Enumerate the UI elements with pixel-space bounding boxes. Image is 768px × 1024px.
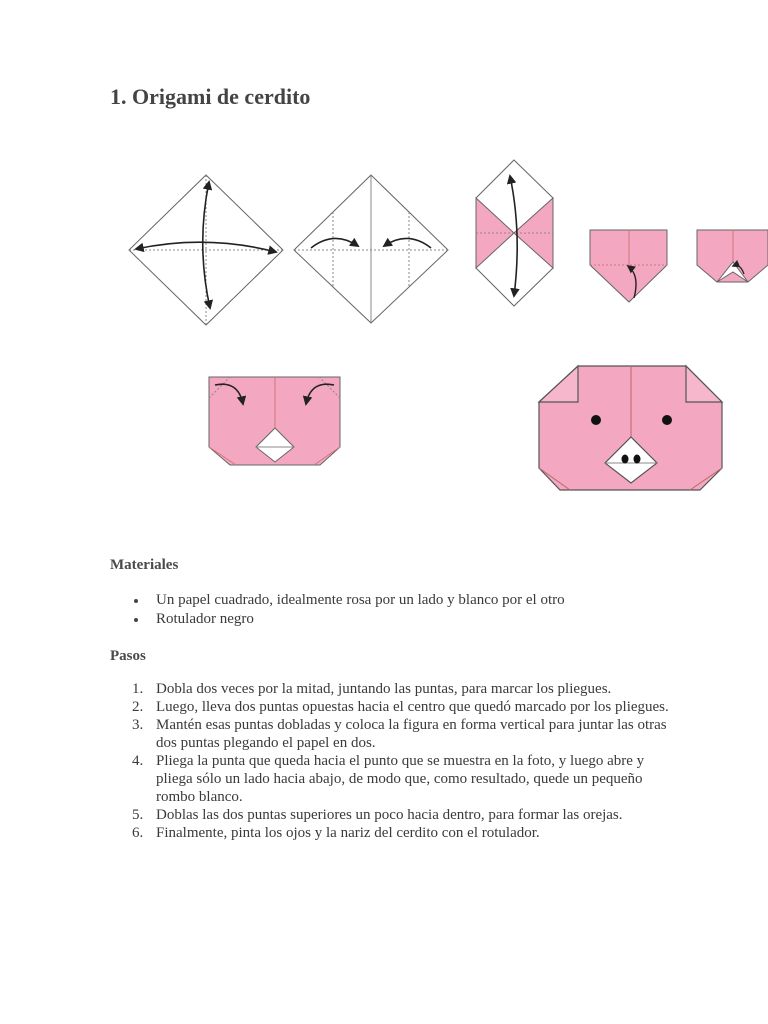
pig-right-eye: [662, 415, 672, 425]
step-text: Dobla dos veces por la mitad, juntando las puntas, para marcar los pliegues.: [156, 681, 612, 697]
step-1-square-diagram: [129, 175, 283, 325]
pig-right-nostril: [634, 455, 641, 464]
step-6-pig-face: [539, 366, 722, 490]
origami-steps-figure: [0, 150, 768, 510]
step-text: Finalmente, pinta los ojos y la nariz del cerdito con el rotulador.: [156, 825, 540, 841]
step-text: Doblas las dos puntas superiores un poco hacia dentro, para formar las orejas.: [156, 807, 623, 823]
step-4a-pentagon-diagram: [590, 230, 667, 302]
step-item-5: [132, 806, 676, 824]
materials-list: [110, 591, 716, 629]
step-item-2: [132, 698, 676, 716]
pig-left-nostril: [622, 455, 629, 464]
step-text: Pliega la punta que queda hacia el punto que se muestra en la foto, y luego abre y pliega sólo un lado hacia abajo, de modo que, como resultado, quede un pequeño rombo blanco.: [156, 753, 645, 805]
step-number: 1.: [132, 681, 144, 697]
step-number: 4.: [132, 753, 144, 769]
pig-left-eye: [591, 415, 601, 425]
steps-heading: Pasos: [110, 648, 146, 664]
step-text: Mantén esas puntas dobladas y coloca la figura en forma vertical para juntar las otras dos puntas plegando el papel en dos.: [156, 717, 667, 751]
step-3-bowtie-diagram: [476, 160, 553, 306]
step-number: 3.: [132, 717, 144, 733]
step-2-square-diagram: [294, 175, 448, 323]
step-number: 2.: [132, 699, 144, 715]
step-5-ears-diagram: [209, 377, 340, 465]
step-item-3: [132, 716, 676, 752]
materials-heading: Materiales: [110, 557, 179, 573]
page-title: 1. Origami de cerdito: [110, 84, 311, 109]
step-number: 5.: [132, 807, 144, 823]
step-item-1: [132, 680, 676, 698]
step-4b-pentagon-diagram: [697, 230, 768, 282]
steps-list: [110, 680, 676, 842]
step-number: 6.: [132, 825, 144, 841]
step-item-6: [132, 824, 676, 842]
step-text: Luego, lleva dos puntas opuestas hacia el centro que quedó marcado por los pliegues.: [156, 699, 669, 715]
list-item: Rotulador negro: [156, 610, 716, 629]
list-item: Un papel cuadrado, idealmente rosa por un lado y blanco por el otro: [156, 591, 716, 610]
step-item-4: [132, 752, 676, 806]
